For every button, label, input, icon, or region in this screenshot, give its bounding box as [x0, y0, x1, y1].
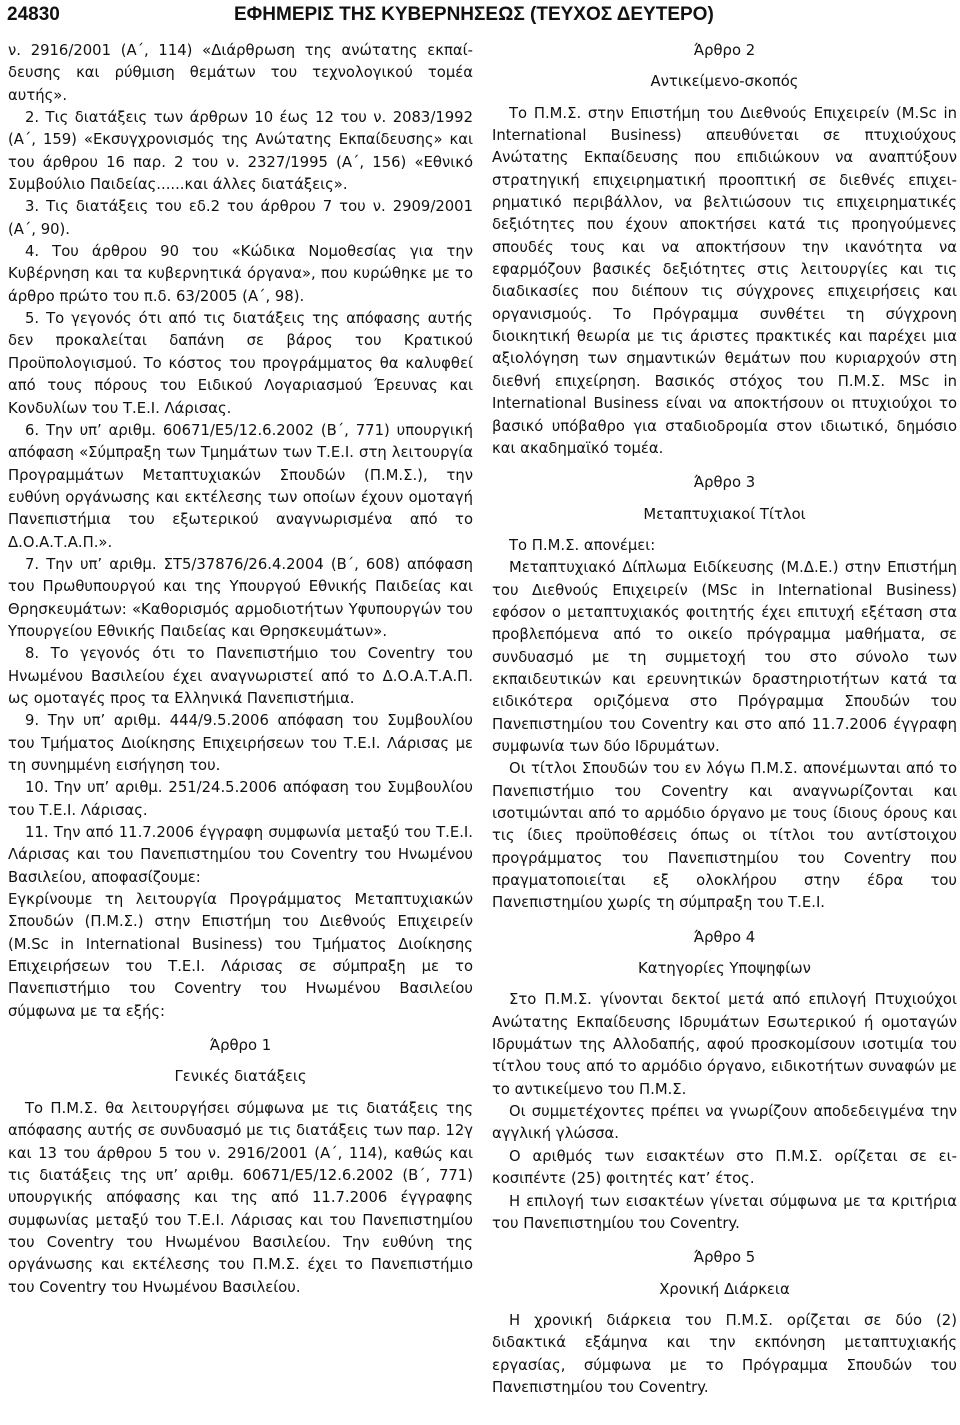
paragraph-item-6: 6. Την υπ’ αριθμ. 60671/Ε5/12.6.2002 (Β΄, 771) υπουργική απόφαση «Σύμπραξη των Τμημάτων των Τ.Ε.Ι. στη λειτουργία Προγραμμάτων Μεταπτυχιακών Σπουδών (Π.Μ.Σ.), την ευθύνη οργάνωσης και εκτέλεσης των οποίων έχουν ομοταγή Πανεπιστήμια του εξωτερικού αναγνωρισμένα από το Δ.Ο.Α.Τ.Α.Π.». [8, 421, 473, 551]
gazette-title: ΕΦΗΜΕΡΙΣ ΤΗΣ ΚΥΒΕΡΝΗΣΕΩΣ (ΤΕΥΧΟΣ ΔΕΥΤΕΡΟ) [234, 4, 714, 25]
article-3-paragraph-1: Μεταπτυχιακό Δίπλωμα Ειδίκευσης (Μ.Δ.Ε.) στην Επιστήμη του Διεθνούς Επιχειρείν (MSc in International Business) εφόσον ο μεταπτυχιακός φοιτητής έχει επιτυχή εξέταση στα προβλεπόμενα από το οικείο πρόγραμμα μαθήματα, σε συνδυασμό με τη συμμετοχή του στο σύνολο των εκπαιδευτικών και ερευνητικών δραστηριοτήτων κατά τα ειδικότερα οριζόμενα στο Πρόγραμμα Σπουδών του Πανεπιστημίου του Coventry και στο από 11.7.2006 έγγραφη συμφωνία των δύο Ιδρυμάτων. [492, 559, 957, 755]
paragraph-law-2916: ν. 2916/2001 (Α΄, 114) «Διάρθρωση της ανώτατης εκπαίδευσης και ρύθμιση θεμάτων του τεχνολογικού τομέα αυτής». [8, 42, 473, 104]
article-4-paragraph-1: Στο Π.Μ.Σ. γίνονται δεκτοί μετά από επιλογή Πτυχιούχοι Ανώτατης Εκπαίδευσης Ιδρυμάτων Εσωτερικού ή ομοταγών Ιδρυμάτων της Αλλοδαπής, αφού προσκομίσουν ισοτιμία του τίτλου τους από το αρμόδιο όργανο, ειδικοτήτων συναφών με το αντικείμενο του Π.Μ.Σ. [492, 991, 957, 1098]
paragraph-item-11: 11. Την από 11.7.2006 έγγραφη συμφωνία μεταξύ του Τ.Ε.Ι. Λάρισας και του Πανεπιστημίου του Coventry του Ηνωμένου Βασιλείου, αποφασίζουμε: [8, 824, 473, 886]
page-number: 24830 [7, 4, 60, 25]
paragraph-item-8: 8. Το γεγονός ότι το Πανεπιστήμιο του Coventry του Ηνωμένου Βασιλείου έχει αναγνωριστεί από το Δ.Ο.Α.Τ.Α.Π. ως ομοταγές προς τα Ελληνικά Πανεπιστήμια. [8, 645, 473, 707]
article-4-title: Κατηγορίες Υποψηφίων [638, 960, 811, 978]
article-3-paragraph-2: Οι τίτλοι Σπουδών του εν λόγω Π.Μ.Σ. απονέμωνται από το Πανεπιστήμιο του Coventry και αναγνωρίζονται και ισοτιμώνται από το αρμόδιο όργανο με τους ίδιους όρους και τις ίδιες προϋποθέσεις όπως οι τίτλοι του αντίστοιχου προγράμματος του Πανεπιστημίου του Coventry που πραγματοποιείται εξ ολοκλήρου στην έδρα του Πανεπιστημίου χωρίς τη σύμπραξη του Τ.Ε.Ι. [492, 760, 957, 912]
article-5-title: Χρονική Διάρκεια [659, 1280, 790, 1298]
article-5-paragraph-1: Η χρονική διάρκεια του Π.Μ.Σ. ορίζεται σε δύο (2) διδακτικά εξάμηνα και την εκπόνηση μεταπτυχιακής εργασίας, σύμφωνα με το Πρόγραμμα Σπουδών του Πανεπιστημίου του Coventry. [492, 1311, 957, 1396]
article-2-heading: Άρθρο 2 [693, 42, 756, 59]
page-header [0, 0, 960, 34]
right-column [492, 40, 957, 1399]
article-2-text: Το Π.Μ.Σ. στην Επιστήμη του Διεθνούς Επιχειρείν (M.Sc in International Business) απευθύνεται σε πτυχιούχους Ανώτατης Εκπαίδευσης που επιδιώκουν να αναπτύξουν στρατηγική επιχειρηματική προοπτική σε διεθνές επιχειρηματικό περιβάλλον, να βελτιώσουν τις επιχειρηματικές δεξιότητες που έχουν αποκτήσει κατά τις προηγούμενες σπουδές τους και να αποκτήσουν την ικανότητα να εφαρμόζουν βασικές δεξιότητες στις λειτουργίες και τις διαδικασίες που διέπουν τις σύγχρονες επιχειρήσεις και οργανισμούς. Το Πρόγραμμα συνθέτει τη σύγχρονη διοικητική θεωρία με τις άριστες πρακτικές και παρέχει μια αξιολόγηση των σημαντικών θεμάτων που κυριαρχούν στη διεθνή επιχείρηση. Βασικός στόχος του Π.Μ.Σ. MSc in International Business είναι να αποκτήσουν οι πτυχιούχοι το βασικό υπόβαθρο για σταδιοδρομία στον ιδιωτικό, δημόσιο και ακαδημαϊκό τομέα. [492, 104, 957, 457]
paragraph-item-9: 9. Την υπ’ αριθμ. 444/9.5.2006 απόφαση του Συμβουλίου του Τμήματος Διοίκησης Επιχειρήσεων του Τ.Ε.Ι. Λάρισας με τη συνημμένη εισήγηση του. [8, 712, 473, 774]
article-4-heading: Άρθρο 4 [693, 928, 756, 946]
paragraph-item-7: 7. Την υπ’ αριθμ. ΣΤ5/37876/26.4.2004 (Β΄, 608) απόφαση του Πρωθυπουργού και της Υπουργού Εθνικής Παιδείας και Θρησκευμάτων: «Καθορισμός αρμοδιοτήτων Υφυπουργών του Υπουργείου Εθνικής Παιδείας και Θρησκευμάτων». [8, 555, 473, 640]
article-1-text: Το Π.Μ.Σ. θα λειτουργήσει σύμφωνα με τις διατάξεις της απόφασης αυτής σε συνδυασμό με τις διατάξεις των παρ. 12γ και 13 του άρθρου 5 του ν. 2916/2001 (Α΄, 114), καθώς και τις διατάξεις της υπ’ αριθμ. 60671/Ε5/12.6.2002 (Β΄, 771) υπουργικής απόφασης και της από 11.7.2006 έγγραφης συμφωνίας μεταξύ του Τ.Ε.Ι. Λάρισας και του Πανεπιστημίου του Coventry του Ηνωμένου Βασιλείου. Την ευθύνη της οργάνωσης και εκτέλεσης του Π.Μ.Σ. έχει το Πανεπιστήμιο του Coventry του Ηνωμένου Βασιλείου. [8, 1099, 473, 1296]
article-1-title: Γενικές διατάξεις [174, 1068, 307, 1086]
paragraph-item-10: 10. Την υπ’ αριθμ. 251/24.5.2006 απόφαση του Συμβουλίου του Τ.Ε.Ι. Λάρισας. [8, 779, 473, 819]
article-5-heading: Άρθρο 5 [693, 1249, 756, 1267]
paragraph-item-3: 3. Τις διατάξεις του εδ.2 του άρθρου 7 του ν. 2909/2001 (Α΄, 90). [8, 198, 473, 238]
article-3-intro: Το Π.Μ.Σ. απονέμει: [509, 536, 656, 554]
paragraph-approval: Εγκρίνουμε τη λειτουργία Προγράμματος Μεταπτυχιακών Σπουδών (Π.Μ.Σ.) στην Επιστήμη του Διεθνούς Επιχειρείν (M.Sc in International Business) του Τμήματος Διοίκησης Επιχειρήσεων του Τ.Ε.Ι. Λάρισας σε σύμπραξη με το Πανεπιστήμιο του Coventry του Ηνωμένου Βασιλείου σύμφωνα με τα εξής: [8, 891, 473, 1020]
paragraph-item-4: 4. Του άρθρου 90 του «Κώδικα Νομοθεσίας για την Κυβέρνηση και τα κυβερνητικά όργανα», που κυρώθηκε με το άρθρο πρώτο του π.δ. 63/2005 (Α΄, 98). [8, 243, 473, 305]
left-column [8, 40, 473, 1299]
article-4-paragraph-4: Η επιλογή των εισακτέων γίνεται σύμφωνα με τα κριτήρια του Πανεπιστημίου του Coventry. [492, 1192, 957, 1232]
paragraph-item-5: 5. Το γεγονός ότι από τις διατάξεις της απόφασης αυτής δεν προκαλείται δαπάνη σε βάρος του Κρατικού Προϋπολογισμού. Το κόστος του προγράμματος θα καλυφθεί από τους πόρους του Ειδικού Λογαριασμού Έρευνας και Κονδυλίων του Τ.Ε.Ι. Λάρισας. [8, 310, 473, 417]
article-4-paragraph-3: Ο αριθμός των εισακτέων στο Π.Μ.Σ. ορίζεται σε εικοσιπέντε (25) φοιτητές κατ’ έτος. [492, 1147, 957, 1188]
article-1-heading: Άρθρο 1 [209, 1037, 272, 1055]
article-3-heading: Άρθρο 3 [693, 474, 756, 492]
article-2-title: Αντικείμενο-σκοπός [650, 73, 799, 91]
paragraph-item-2: 2. Τις διατάξεις των άρθρων 10 έως 12 του ν. 2083/1992 (Α΄, 159) «Εκσυγχρονισμός της Ανώτατης Εκπαίδευσης» και του άρθρου 16 παρ. 2 του ν. 2327/1995 (Α΄, 156) «Εθνικό Συμβούλιο Παιδείας......και άλλες διατάξεις». [8, 109, 473, 194]
article-3-title: Μεταπτυχιακοί Τίτλοι [643, 505, 806, 523]
article-4-paragraph-2: Οι συμμετέχοντες πρέπει να γνωρίζουν αποδεδειγμένα την αγγλική γλώσσα. [492, 1103, 957, 1143]
